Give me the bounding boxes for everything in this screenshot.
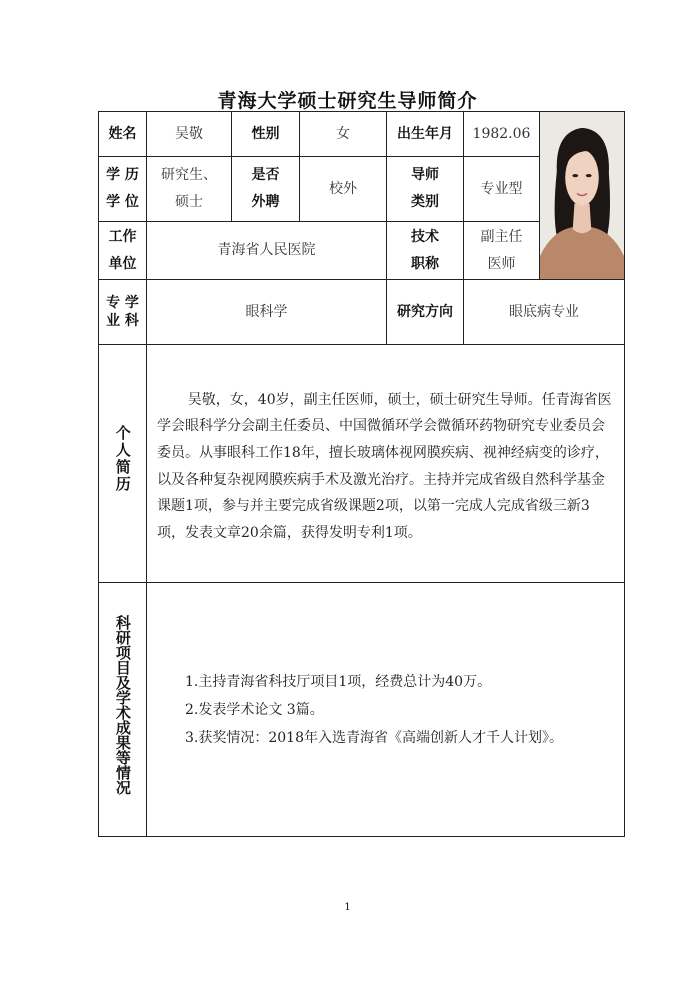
birth-label: 出生年月 <box>387 112 464 157</box>
project-item: 2.发表学术论文 3篇。 <box>185 701 324 718</box>
name-value: 吴敬 <box>147 112 232 157</box>
tech-title-label: 技术 职称 <box>387 222 464 280</box>
major-label: 专 学 业 科 <box>99 280 147 345</box>
portrait-image <box>540 112 624 279</box>
projects-label-cell <box>99 583 147 837</box>
projects-list <box>147 583 625 837</box>
work-value: 青海省人民医院 <box>147 222 387 280</box>
research-label: 研究方向 <box>387 280 464 345</box>
edu-label: 学 历 学 位 <box>99 157 147 222</box>
page-number: 1 <box>344 902 351 913</box>
research-value: 眼底病专业 <box>464 280 625 345</box>
supervisor-type-label: 导师 类别 <box>387 157 464 222</box>
tech-title-value: 副主任 医师 <box>464 222 540 280</box>
document-title: 青海大学硕士研究生导师简介 <box>217 90 478 112</box>
profile-table <box>98 111 625 837</box>
projects-label: 科研项目及学术成果等情况 <box>113 614 132 795</box>
bio-label-cell <box>99 345 147 583</box>
project-item: 3.获奖情况：2018年入选青海省《高端创新人才千人计划》。 <box>185 729 563 746</box>
bio-text: 吴敬，女，40岁，副主任医师，硕士，硕士研究生导师。任青海省医学会眼科学分会副主任委员、中国微循环学会微循环药物研究专业委员会委员。从事眼科工作18年，擅长玻璃体视网膜疾病、视神经病变的诊疗，以及各种复杂视网膜疾病手术及激光治疗。主持并完成省级自然科学基金课题1项，参与并主要完成省级课题2项，以第一完成人完成省级三新3项，发表文章20余篇，获得发明专利1项。 <box>147 345 625 583</box>
birth-value: 1982.06 <box>464 112 540 157</box>
edu-value: 研究生、 硕士 <box>147 157 232 222</box>
bio-label: 个人简历 <box>113 424 132 493</box>
gender-value: 女 <box>300 112 387 157</box>
external-value: 校外 <box>300 157 387 222</box>
work-label: 工作 单位 <box>99 222 147 280</box>
supervisor-type-value: 专业型 <box>464 157 540 222</box>
project-item: 1.主持青海省科技厅项目1项，经费总计为40万。 <box>185 673 492 690</box>
major-value: 眼科学 <box>147 280 387 345</box>
external-label: 是否 外聘 <box>232 157 300 222</box>
gender-label: 性别 <box>232 112 300 157</box>
name-label: 姓名 <box>99 112 147 157</box>
portrait-photo <box>540 112 625 280</box>
